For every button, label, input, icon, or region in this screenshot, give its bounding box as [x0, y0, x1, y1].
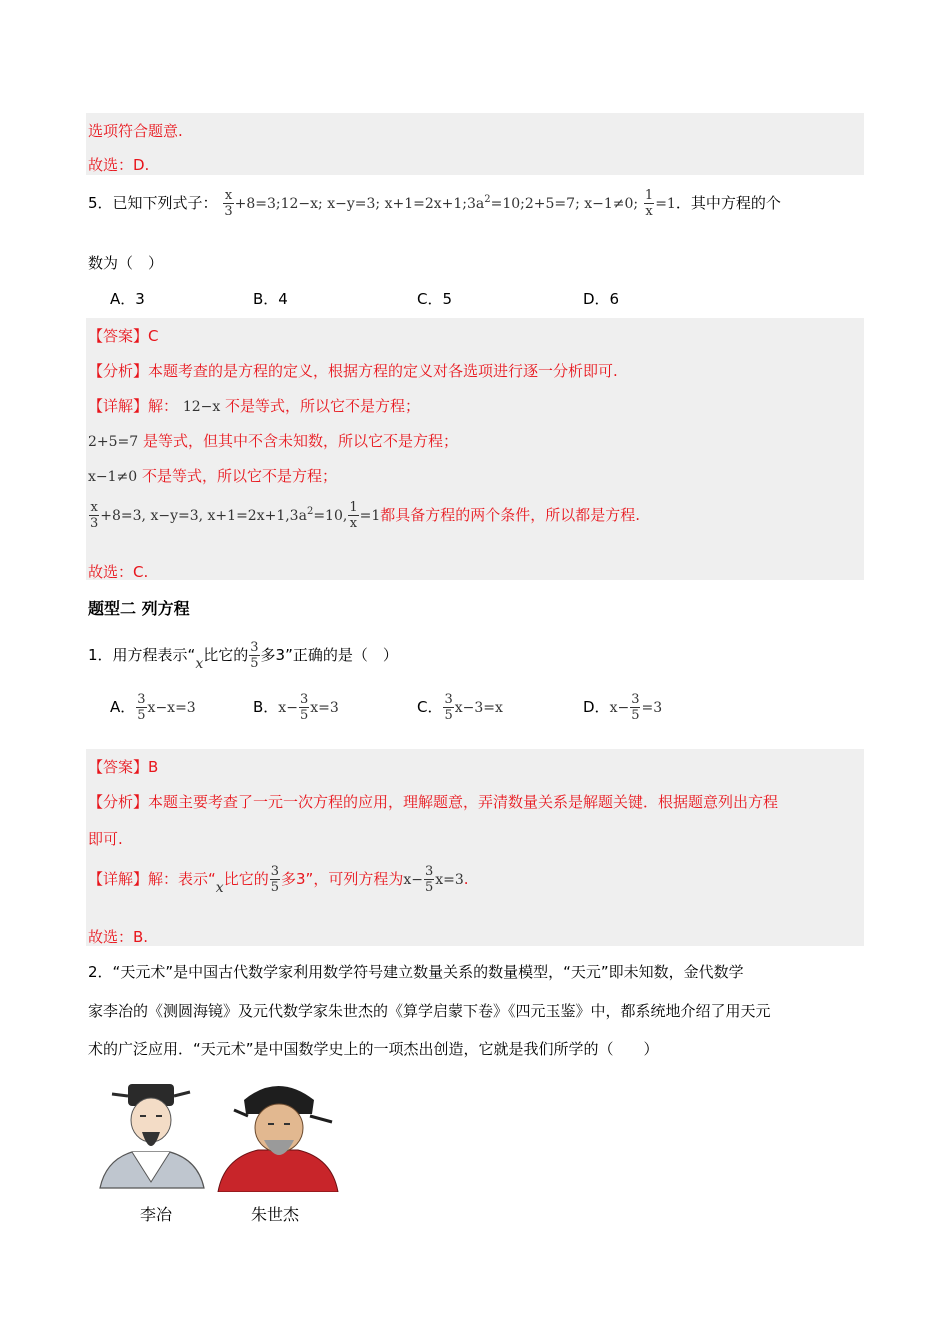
detail-math: 12−x: [182, 399, 221, 415]
fraction: $\frac{1}{x}$: [644, 188, 654, 219]
detail-math: =10,: [313, 508, 348, 524]
expression: =10;2+5=7; x−1≠0;: [490, 196, 639, 212]
option-a: A． $\frac{3}{5}$ x−x=3: [110, 692, 196, 723]
fraction: $\frac{3}{5}$: [270, 864, 279, 895]
answer-value: C: [148, 327, 159, 345]
option-c: C．5: [417, 290, 453, 308]
question-5: [88, 188, 781, 219]
detail-math: 2+5=7: [88, 434, 139, 450]
detail-line: [88, 864, 469, 896]
detail-line-1: [88, 395, 420, 416]
prev-conclusion: 故选：D.: [88, 156, 150, 174]
portrait-zhu-shijie-image: [214, 1070, 342, 1192]
detail-text: 是等式，但其中不含未知数，所以它不是方程；: [142, 432, 458, 450]
question-text: 多3”正确的是（ ）: [260, 646, 398, 664]
prev-analysis-tail: 选项符合题意.: [88, 122, 183, 140]
question-prefix: 已知下列式子：: [112, 194, 218, 212]
caption-li-ye: 李冶: [140, 1205, 173, 1224]
fraction: $\frac{x}{3}$: [90, 500, 99, 531]
detail-math: +8=3, x−y=3, x+1=2x+1,3a: [100, 508, 307, 524]
analysis-text: 本题考查的是方程的定义，根据方程的定义对各选项进行逐一分析即可.: [148, 362, 618, 380]
detail-text: .: [463, 870, 469, 888]
analysis-line: [88, 791, 778, 812]
fraction: $\frac{x}{3}$: [224, 188, 233, 219]
option-c: C． $\frac{3}{5}$ x−3=x: [417, 692, 503, 723]
detail-text: 多3”，可列方程为: [281, 870, 404, 888]
answer-line: [88, 756, 158, 777]
question-2-line1: 2．“天元术”是中国古代数学家利用数学符号建立数量关系的数量模型，“天元”即未知数，金代数学: [88, 963, 744, 981]
analysis-line: [88, 360, 618, 381]
question-suffix: ．其中方程的个: [675, 194, 781, 212]
detail-line-2: [88, 430, 458, 451]
section-title: 题型二 列方程: [88, 599, 190, 618]
detail-line-4: [88, 500, 640, 531]
detail-text: 都具备方程的两个条件，所以都是方程.: [380, 506, 641, 524]
caption-zhu-shijie: 朱世杰: [251, 1205, 300, 1224]
conclusion-5: 故选：C.: [88, 563, 149, 581]
question-text: 用方程表示“: [112, 646, 196, 664]
exponent: 2: [484, 194, 491, 205]
question-number: 1．: [88, 646, 113, 664]
analysis-text: 本题主要考查了一元一次方程的应用，理解题意，弄清数量关系是解题关键．根据题意列出方程: [148, 793, 779, 811]
detail-text: 比它的: [223, 870, 269, 888]
detail-tag: 【详解】: [88, 397, 149, 415]
fraction: $\frac{3}{5}$: [250, 640, 259, 671]
portrait-li-ye-image: [92, 1070, 210, 1190]
question-number: 5．: [88, 194, 113, 212]
answer-box-1: [86, 749, 864, 946]
analysis-line-2: 即可.: [88, 830, 123, 848]
detail-math: x=3: [435, 872, 464, 888]
fraction: $\frac{3}{5}$: [424, 864, 434, 895]
question-1: [88, 640, 398, 672]
expression: =1: [655, 196, 676, 212]
detail-math: x−1≠0: [88, 469, 138, 485]
answer-tag: 【答案】: [88, 758, 149, 776]
detail-text: 不是等式，所以它不是方程；: [141, 467, 337, 485]
detail-math: =1: [359, 508, 381, 524]
answer-line: [88, 325, 159, 346]
option-d: D．6: [583, 290, 620, 308]
variable: x: [195, 656, 204, 672]
detail-tag: 【详解】: [88, 870, 149, 888]
answer-box-prev: [86, 113, 864, 175]
variable: x: [215, 880, 224, 896]
detail-text: 解：表示“: [148, 870, 216, 888]
detail-prefix: 解：: [148, 397, 179, 415]
answer-value: B: [148, 758, 159, 776]
detail-line-3: [88, 465, 337, 486]
question-2-line2: 家李冶的《测圆海镜》及元代数学家朱世杰的《算学启蒙下卷》《四元玉鉴》中，都系统地介绍了用天元: [88, 1002, 771, 1020]
option-b: B．x− $\frac{3}{5}$ x=3: [253, 692, 339, 723]
question-text: 比它的: [203, 646, 249, 664]
option-b: B．4: [253, 290, 288, 308]
fraction: $\frac{1}{x}$: [349, 500, 358, 531]
expression: +8=3;12−x; x−y=3; x+1=2x+1;3a: [234, 196, 485, 212]
question-2-line3: 术的广泛应用．“天元术”是中国数学史上的一项杰出创造，它就是我们所学的（ ）: [88, 1040, 659, 1058]
analysis-tag: 【分析】: [88, 362, 149, 380]
detail-math: x−: [403, 872, 423, 888]
exponent: 2: [306, 506, 314, 517]
answer-tag: 【答案】: [88, 327, 149, 345]
option-d: D．x− $\frac{3}{5}$ =3: [583, 692, 663, 723]
option-a: A．3: [110, 290, 145, 308]
question-5-line2: 数为（ ）: [88, 254, 164, 272]
detail-text: 不是等式，所以它不是方程；: [225, 397, 421, 415]
analysis-tag: 【分析】: [88, 793, 149, 811]
conclusion-1: 故选：B.: [88, 928, 149, 946]
